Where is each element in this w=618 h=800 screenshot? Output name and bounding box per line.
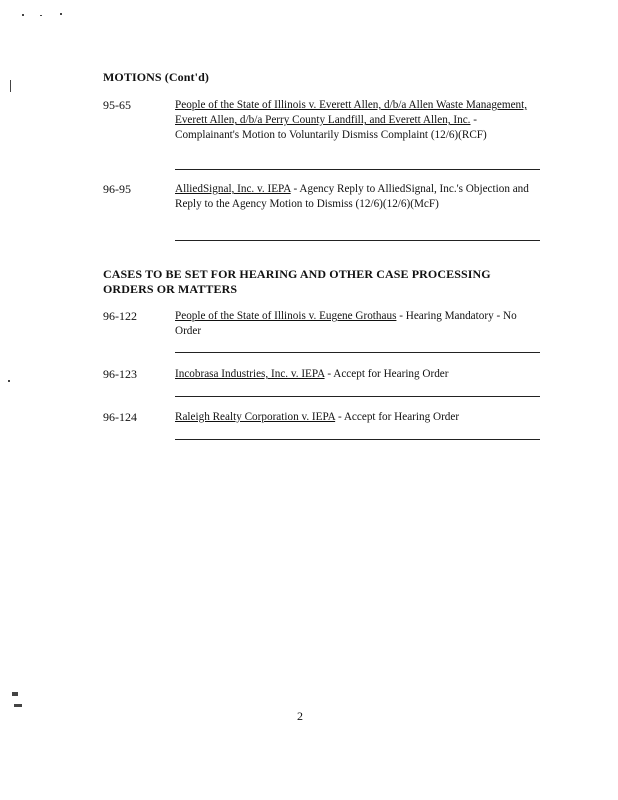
case-name: People of the State of Illinois v. Everett Allen, d/b/a Allen Waste Management, Everett Allen, d/b/a Perry County Landfill, and Everett Allen, Inc. [175, 99, 528, 127]
entry-text: - Agency Reply to AlliedSignal, Inc.'s Objection and Reply to the Agency Motion to Dismiss (12/6)(12/6)(McF) [175, 183, 529, 211]
scan-speck [12, 692, 18, 696]
case-name: Raleigh Realty Corporation v. IEPA [175, 411, 336, 423]
scan-speck [40, 15, 42, 16]
entry-description [175, 182, 540, 212]
case-name: Incobrasa Industries, Inc. v. IEPA [175, 368, 325, 380]
scan-speck [8, 380, 10, 382]
hearing-heading [103, 267, 491, 297]
entry-description [175, 309, 540, 339]
scan-speck [22, 14, 24, 16]
divider-rule [175, 352, 540, 353]
divider-rule [175, 396, 540, 397]
divider-rule [175, 439, 540, 440]
entry-description [175, 410, 540, 425]
hearing-heading-line: CASES TO BE SET FOR HEARING AND OTHER CASE PROCESSING [103, 267, 491, 281]
docket-number: 96-124 [103, 410, 137, 424]
entry-text: - Complainant's Motion to Voluntarily Dismiss Complaint (12/6)(RCF) [175, 114, 487, 142]
docket-number: 96-95 [103, 182, 131, 196]
divider-rule [175, 240, 540, 241]
entry-description [175, 98, 540, 144]
divider-rule [175, 169, 540, 170]
entry-text: - Accept for Hearing Order [324, 368, 449, 380]
case-name: People of the State of Illinois v. Eugene Grothaus [175, 310, 397, 322]
entry-text: - Accept for Hearing Order [335, 411, 460, 423]
scan-speck [14, 704, 22, 707]
docket-number: 96-122 [103, 309, 137, 323]
entry-text: - Hearing Mandatory - No Order [175, 310, 517, 338]
scan-speck [60, 13, 62, 15]
entry-description [175, 367, 540, 382]
hearing-heading-line: ORDERS OR MATTERS [103, 282, 238, 296]
docket-number: 95-65 [103, 98, 131, 112]
motions-heading: MOTIONS (Cont'd) [103, 70, 209, 84]
page-number: 2 [297, 709, 303, 723]
docket-number: 96-123 [103, 367, 137, 381]
case-name: AlliedSignal, Inc. v. IEPA [175, 183, 291, 195]
scan-speck [10, 80, 11, 92]
